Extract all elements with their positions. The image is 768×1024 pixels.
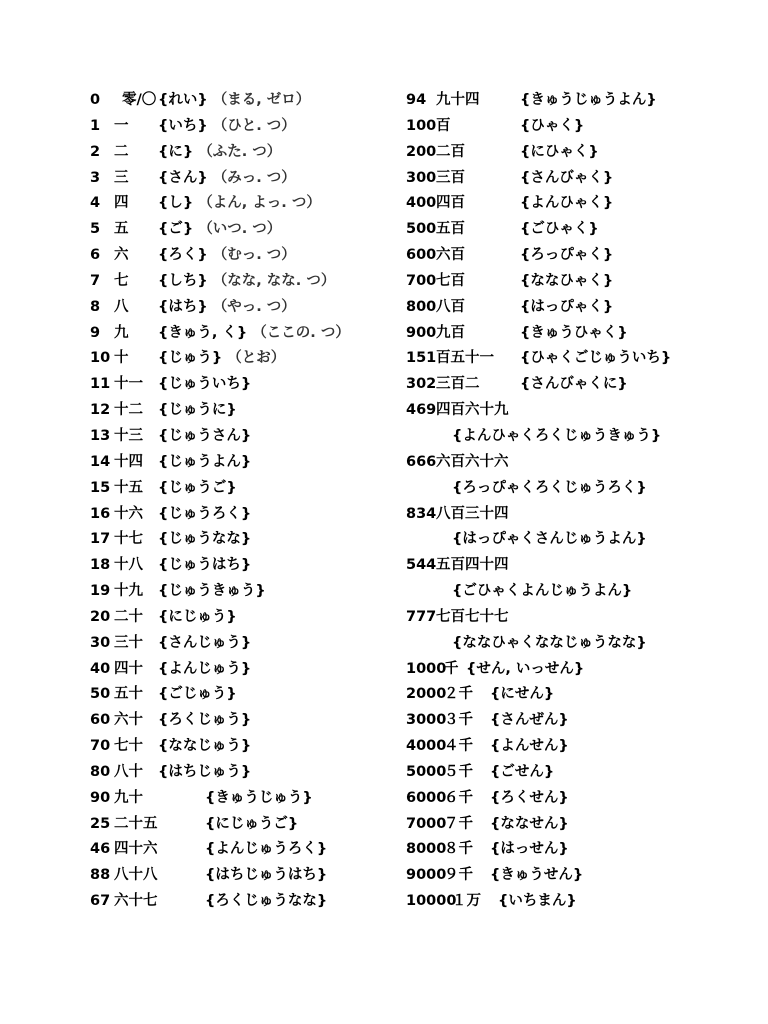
- arabic-number: 3000: [406, 712, 447, 729]
- number-row-5000: [406, 760, 726, 786]
- reading-row-777: [406, 631, 726, 657]
- arabic-number: 16: [90, 505, 111, 522]
- arabic-number: 300: [406, 169, 437, 186]
- arabic-number: 25: [90, 815, 111, 832]
- on-reading: {ろく} （むっ. つ）: [158, 247, 296, 264]
- kanji-numeral: 三: [114, 169, 129, 186]
- reading: {よんせん}: [490, 738, 569, 755]
- arabic-number: 19: [90, 583, 111, 600]
- number-row-21: [90, 631, 390, 657]
- reading: {はっせん}: [490, 841, 569, 858]
- number-row-500: [406, 217, 726, 243]
- arabic-number: 2000: [406, 686, 447, 703]
- kanji-numeral: 十: [114, 350, 129, 367]
- number-row-834: [406, 502, 726, 528]
- arabic-number: 12: [90, 402, 111, 419]
- arabic-number: 80: [90, 763, 111, 780]
- arabic-number: 20: [90, 608, 111, 625]
- arabic-number: 10: [90, 350, 111, 367]
- arabic-number: 8: [90, 298, 101, 315]
- reading: {ろくせん}: [490, 789, 569, 806]
- number-row-8000: [406, 837, 726, 863]
- number-row-17: [90, 527, 390, 553]
- on-reading: {に} （ふた. つ）: [158, 143, 282, 160]
- on-reading: {はちじゅう}: [158, 763, 252, 780]
- kanji-numeral: ９千: [444, 867, 473, 884]
- on-reading: {はちじゅうはち}: [205, 867, 328, 884]
- number-row-400: [406, 191, 726, 217]
- number-row-22: [90, 657, 390, 683]
- arabic-number: 90: [90, 789, 111, 806]
- reading: {きゅうせん}: [490, 867, 584, 884]
- arabic-number: 600: [406, 247, 437, 264]
- number-row-2000: [406, 682, 726, 708]
- arabic-number: 544: [406, 557, 437, 574]
- arabic-number: 15: [90, 479, 111, 496]
- arabic-number: 5: [90, 221, 101, 238]
- arabic-number: 1000: [406, 660, 447, 677]
- number-row-10000: [406, 889, 726, 915]
- kanji-numeral: 七十: [114, 738, 143, 755]
- on-reading: {きゅうじゅう}: [205, 789, 313, 806]
- arabic-number: 800: [406, 298, 437, 315]
- arabic-number: 469: [406, 402, 437, 419]
- on-reading: {ご} （いつ. つ）: [158, 221, 282, 238]
- number-row-4: [90, 191, 390, 217]
- kanji-numeral: 三十: [114, 634, 143, 651]
- arabic-number: 40: [90, 660, 111, 677]
- kanji-numeral: ２千: [444, 686, 473, 703]
- kanji-numeral: 十三: [114, 427, 143, 444]
- right-column: [406, 88, 726, 915]
- kanji-numeral: 四十: [114, 660, 143, 677]
- arabic-number: 4000: [406, 738, 447, 755]
- on-reading: {じゅうよん}: [158, 453, 252, 470]
- arabic-number: 500: [406, 221, 437, 238]
- arabic-number: 834: [406, 505, 437, 522]
- arabic-number: 94: [406, 92, 427, 108]
- arabic-number: 9000: [406, 867, 447, 884]
- kanji-numeral: 一: [114, 117, 129, 134]
- kanji-numeral: 六: [114, 247, 129, 264]
- arabic-number: 4: [90, 195, 101, 212]
- on-reading: {れい} （まる, ゼロ）: [158, 92, 311, 108]
- number-row-700: [406, 269, 726, 295]
- number-row-4000: [406, 734, 726, 760]
- on-reading: {ろくじゅうなな}: [205, 893, 328, 910]
- arabic-number: 2: [90, 143, 101, 160]
- number-row-20: [90, 605, 390, 631]
- number-row-10: [90, 346, 390, 372]
- reading: {せん, いっせん}: [466, 660, 585, 677]
- reading: {ごせん}: [490, 763, 555, 780]
- arabic-number: 70: [90, 738, 111, 755]
- number-row-9: [90, 321, 390, 347]
- kanji-numeral: 八百三十四: [436, 505, 509, 522]
- kanji-numeral: 九十: [114, 789, 143, 806]
- kanji-numeral: ７千: [444, 815, 473, 832]
- reading: {ななせん}: [490, 815, 569, 832]
- kanji-numeral: ６千: [444, 789, 473, 806]
- number-row-302: [406, 372, 726, 398]
- kanji-numeral: 七: [114, 272, 129, 289]
- reading: {ろっぴゃくろくじゅうろく}: [452, 479, 647, 496]
- kanji-numeral: 二十五: [114, 815, 158, 832]
- reading: {ひゃくごじゅういち}: [520, 350, 672, 367]
- kanji-numeral: 十二: [114, 402, 143, 419]
- kanji-numeral: 十八: [114, 557, 143, 574]
- number-row-27: [90, 786, 390, 812]
- arabic-number: 0: [90, 92, 101, 108]
- number-row-3: [90, 166, 390, 192]
- number-row-800: [406, 295, 726, 321]
- kanji-numeral: ５千: [444, 763, 473, 780]
- number-row-15: [90, 476, 390, 502]
- arabic-number: 666: [406, 453, 437, 470]
- reading: {さんぜん}: [490, 712, 569, 729]
- kanji-numeral: 六百: [436, 247, 465, 264]
- reading: {ひゃく}: [520, 117, 585, 134]
- kanji-numeral: 十七: [114, 531, 143, 548]
- kanji-numeral: 十一: [114, 376, 143, 393]
- number-row-3000: [406, 708, 726, 734]
- kanji-numeral: 五: [114, 221, 129, 238]
- kanji-numeral: 二百: [436, 143, 465, 160]
- number-row-666: [406, 450, 726, 476]
- kanji-numeral: 十四: [114, 453, 143, 470]
- on-reading: {じゅうに}: [158, 402, 237, 419]
- arabic-number: 6: [90, 247, 101, 264]
- on-reading: {じゅうろく}: [158, 505, 252, 522]
- reading: {ごひゃくよんじゅうよん}: [452, 583, 633, 600]
- arabic-number: 777: [406, 608, 437, 625]
- reading-row-834: [406, 527, 726, 553]
- kanji-numeral: 六十: [114, 712, 143, 729]
- number-row-200: [406, 140, 726, 166]
- arabic-number: 88: [90, 867, 111, 884]
- on-reading: {じゅうきゅう}: [158, 583, 266, 600]
- reading: {さんびゃくに}: [520, 376, 628, 393]
- on-reading: {じゅうなな}: [158, 531, 252, 548]
- number-row-18: [90, 553, 390, 579]
- kanji-numeral: 七百: [436, 272, 465, 289]
- arabic-number: 7: [90, 272, 101, 289]
- number-row-900: [406, 321, 726, 347]
- number-row-1000: [406, 657, 726, 683]
- on-reading: {にじゅう}: [158, 608, 237, 625]
- kanji-numeral: 九百: [436, 324, 465, 341]
- on-reading: {いち} （ひと. つ）: [158, 117, 296, 134]
- number-row-26: [90, 760, 390, 786]
- arabic-number: 14: [90, 453, 111, 470]
- kanji-numeral: 十五: [114, 479, 143, 496]
- arabic-number: 900: [406, 324, 437, 341]
- kanji-numeral: 十九: [114, 583, 143, 600]
- reading: {にひゃく}: [520, 143, 599, 160]
- reading: {ななひゃくななじゅうなな}: [452, 634, 647, 651]
- reading: {きゅうひゃく}: [520, 324, 628, 341]
- on-reading: {はち} （やっ. つ）: [158, 298, 296, 315]
- arabic-number: 18: [90, 557, 111, 574]
- number-row-31: [90, 889, 390, 915]
- reading: {ごひゃく}: [520, 221, 599, 238]
- kanji-numeral: 八十八: [114, 867, 158, 884]
- kanji-numeral: 九十四: [436, 92, 480, 108]
- arabic-number: 9: [90, 324, 101, 341]
- number-row-5: [90, 217, 390, 243]
- number-row-23: [90, 682, 390, 708]
- number-row-9000: [406, 863, 726, 889]
- number-row-300: [406, 166, 726, 192]
- on-reading: {ななじゅう}: [158, 738, 252, 755]
- on-reading: {にじゅうご}: [205, 815, 299, 832]
- reading-row-666: [406, 476, 726, 502]
- kanji-numeral: 五百: [436, 221, 465, 238]
- reading: {きゅうじゅうよん}: [520, 92, 657, 108]
- arabic-number: 67: [90, 893, 111, 910]
- number-row-1: [90, 114, 390, 140]
- on-reading: {じゅうご}: [158, 479, 237, 496]
- on-reading: {さんじゅう}: [158, 634, 252, 651]
- number-row-94: [406, 88, 726, 114]
- reading-row-544: [406, 579, 726, 605]
- kanji-numeral: ３千: [444, 712, 473, 729]
- on-reading: {しち} （なな, なな. つ）: [158, 272, 336, 289]
- number-row-0: [90, 88, 390, 114]
- kanji-numeral: 零/〇: [122, 92, 157, 108]
- reading-row-469: [406, 424, 726, 450]
- on-reading: {じゅう} （とお）: [158, 350, 286, 367]
- reading: {よんひゃく}: [520, 195, 614, 212]
- kanji-numeral: 八百: [436, 298, 465, 315]
- arabic-number: 30: [90, 634, 111, 651]
- number-row-151: [406, 346, 726, 372]
- reading: {よんひゃくろくじゅうきゅう}: [452, 427, 662, 444]
- number-row-13: [90, 424, 390, 450]
- number-row-12: [90, 398, 390, 424]
- reading: {ろっぴゃく}: [520, 247, 614, 264]
- left-column: [90, 88, 390, 915]
- number-row-7: [90, 269, 390, 295]
- number-row-25: [90, 734, 390, 760]
- kanji-numeral: 四百: [436, 195, 465, 212]
- kanji-numeral: 六百六十六: [436, 453, 509, 470]
- number-row-24: [90, 708, 390, 734]
- kanji-numeral: 二: [114, 143, 129, 160]
- reading: {はっぴゃくさんじゅうよん}: [452, 531, 647, 548]
- arabic-number: 8000: [406, 841, 447, 858]
- number-row-14: [90, 450, 390, 476]
- kanji-numeral: 八十: [114, 763, 143, 780]
- arabic-number: 1: [90, 117, 101, 134]
- arabic-number: 10000: [406, 893, 457, 910]
- number-row-6000: [406, 786, 726, 812]
- on-reading: {し} （よん, よっ. つ）: [158, 195, 321, 212]
- reading: {にせん}: [490, 686, 555, 703]
- arabic-number: 3: [90, 169, 101, 186]
- arabic-number: 7000: [406, 815, 447, 832]
- number-row-28: [90, 812, 390, 838]
- kanji-numeral: 四十六: [114, 841, 158, 858]
- kanji-numeral: 十六: [114, 505, 143, 522]
- kanji-numeral: 四百六十九: [436, 402, 509, 419]
- on-reading: {じゅうはち}: [158, 557, 252, 574]
- number-row-100: [406, 114, 726, 140]
- number-row-8: [90, 295, 390, 321]
- arabic-number: 13: [90, 427, 111, 444]
- on-reading: {さん} （みっ. つ）: [158, 169, 296, 186]
- number-row-11: [90, 372, 390, 398]
- number-row-6: [90, 243, 390, 269]
- kanji-numeral: 百: [436, 117, 451, 134]
- arabic-number: 151: [406, 350, 437, 367]
- on-reading: {よんじゅうろく}: [205, 841, 328, 858]
- arabic-number: 6000: [406, 789, 447, 806]
- kanji-numeral: 二十: [114, 608, 143, 625]
- arabic-number: 700: [406, 272, 437, 289]
- arabic-number: 302: [406, 376, 437, 393]
- arabic-number: 400: [406, 195, 437, 212]
- arabic-number: 11: [90, 376, 111, 393]
- number-row-469: [406, 398, 726, 424]
- number-row-29: [90, 837, 390, 863]
- kanji-numeral: 七百七十七: [436, 608, 509, 625]
- number-row-19: [90, 579, 390, 605]
- number-row-16: [90, 502, 390, 528]
- kanji-numeral: 三百: [436, 169, 465, 186]
- kanji-numeral: 八: [114, 298, 129, 315]
- arabic-number: 200: [406, 143, 437, 160]
- reading: {いちまん}: [498, 893, 577, 910]
- number-row-777: [406, 605, 726, 631]
- arabic-number: 100: [406, 117, 437, 134]
- kanji-numeral: 四: [114, 195, 129, 212]
- reading: {ななひゃく}: [520, 272, 614, 289]
- arabic-number: 46: [90, 841, 111, 858]
- kanji-numeral: ４千: [444, 738, 473, 755]
- kanji-numeral: ８千: [444, 841, 473, 858]
- on-reading: {じゅうさん}: [158, 427, 252, 444]
- on-reading: {ごじゅう}: [158, 686, 237, 703]
- number-row-544: [406, 553, 726, 579]
- kanji-numeral: 三百二: [436, 376, 480, 393]
- number-row-2: [90, 140, 390, 166]
- arabic-number: 17: [90, 531, 111, 548]
- on-reading: {きゅう, く} （ここの. つ）: [158, 324, 350, 341]
- on-reading: {よんじゅう}: [158, 660, 252, 677]
- on-reading: {じゅういち}: [158, 376, 252, 393]
- number-row-600: [406, 243, 726, 269]
- kanji-numeral: 九: [114, 324, 129, 341]
- arabic-number: 5000: [406, 763, 447, 780]
- kanji-numeral: １万: [452, 893, 481, 910]
- number-row-7000: [406, 812, 726, 838]
- kanji-numeral: 千: [444, 660, 459, 677]
- on-reading: {ろくじゅう}: [158, 712, 252, 729]
- reading: {さんびゃく}: [520, 169, 614, 186]
- kanji-numeral: 百五十一: [436, 350, 494, 367]
- kanji-numeral: 五十: [114, 686, 143, 703]
- number-row-30: [90, 863, 390, 889]
- kanji-numeral: 六十七: [114, 893, 158, 910]
- reading: {はっぴゃく}: [520, 298, 614, 315]
- kanji-numeral: 五百四十四: [436, 557, 509, 574]
- arabic-number: 60: [90, 712, 111, 729]
- arabic-number: 50: [90, 686, 111, 703]
